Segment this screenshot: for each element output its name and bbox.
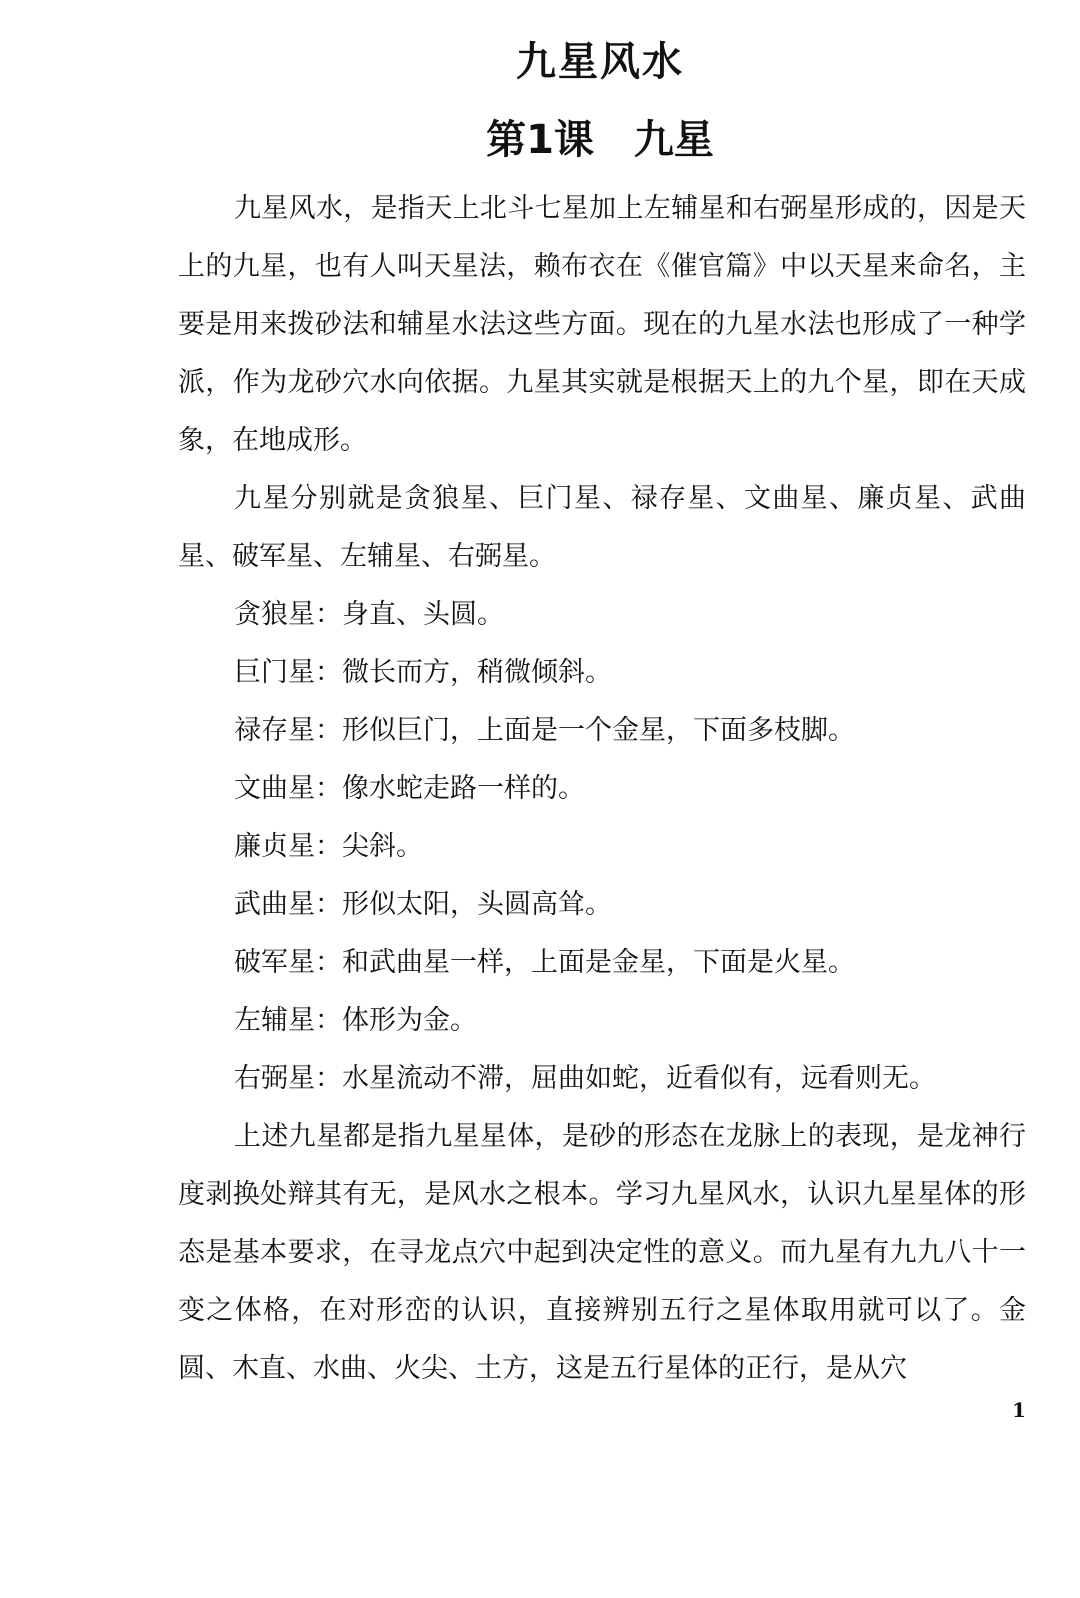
paragraph-jumen: 巨门星：微长而方，稍微倾斜。 — [234, 657, 612, 688]
paragraph-wuqu: 武曲星：形似太阳，头圆高耸。 — [234, 889, 612, 920]
paragraph-youbi: 右弼星：水星流动不滞，屈曲如蛇，近看似有，远看则无。 — [234, 1063, 936, 1094]
paragraph-nine-stars-list: 九星分别就是贪狼星、巨门星、禄存星、文曲星、廉贞星、武曲星、破军星、左辅星、右弼星。 — [178, 483, 1026, 572]
paragraph-lianzhen: 廉贞星：尖斜。 — [234, 831, 423, 862]
paragraph-summary: 上述九星都是指九星星体，是砂的形态在龙脉上的表现，是龙神行度剥换处辩其有无，是风水之根本。学习九星风水，认识九星星体的形态是基本要求，在寻龙点穴中起到决定性的意义。而九星有九九八十一变之体格，在对形峦的认识，直接辨别五行之星体取用就可以了。金圆、木直、水曲、火尖、土方，这是五行星体的正行，是从穴 — [178, 1121, 1026, 1384]
paragraph-intro: 九星风水，是指天上北斗七星加上左辅星和右弼星形成的，因是天上的九星，也有人叫天星法，赖布衣在《催官篇》中以天星来命名，主要是用来拨砂法和辅星水法这些方面。现在的九星水法也形成了一种学派，作为龙砂穴水向依据。九星其实就是根据天上的九个星，即在天成象，在地成形。 — [178, 193, 1026, 456]
paragraph-tanlang: 贪狼星：身直、头圆。 — [234, 599, 504, 630]
page-number: 1 — [1012, 1398, 1026, 1422]
paragraph-zuofu: 左辅星：体形为金。 — [234, 1005, 477, 1036]
lesson-title: 第1课 九星 — [486, 117, 714, 163]
book-title: 九星风水 — [516, 39, 684, 85]
paragraph-wenqu: 文曲星：像水蛇走路一样的。 — [234, 773, 585, 804]
body-text — [178, 180, 1026, 1398]
paragraph-pojun: 破军星：和武曲星一样，上面是金星，下面是火星。 — [234, 947, 855, 978]
paragraph-lucun: 禄存星：形似巨门，上面是一个金星，下面多枝脚。 — [234, 715, 855, 746]
